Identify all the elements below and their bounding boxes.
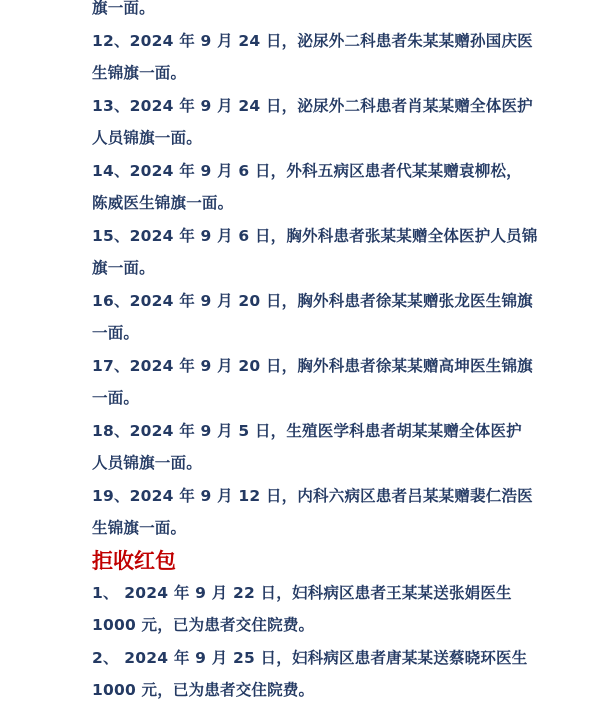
text-line: 15、2024 年 9 月 6 日，胸外科患者张某某赠全体医护人员锦 [92, 226, 538, 245]
text-line: 16、2024 年 9 月 20 日，胸外科患者徐某某赠张龙医生锦旗 [92, 291, 533, 310]
text-line: 人员锦旗一面。 [92, 454, 202, 472]
text-line: 陈威医生锦旗一面。 [92, 194, 234, 212]
text-line: 人员锦旗一面。 [92, 129, 202, 147]
text-line: 旗一面。 [92, 0, 155, 17]
text-line: 生锦旗一面。 [92, 64, 187, 82]
text-line: 一面。 [92, 324, 140, 342]
text-line: 18、2024 年 9 月 5 日，生殖医学科患者胡某某赠全体医护 [92, 421, 522, 440]
text-line: 2、 2024 年 9 月 25 日，妇科病区患者唐某某送蔡晓环医生 [92, 648, 528, 667]
text-line: 14、2024 年 9 月 6 日，外科五病区患者代某某赠袁柳松， [92, 161, 522, 180]
document-page [92, 0, 538, 707]
text-line: 1000 元，已为患者交住院费。 [92, 681, 315, 699]
text-line: 19、2024 年 9 月 12 日，内科六病区患者吕某某赠裴仁浩医 [92, 486, 533, 505]
text-line: 1000 元，已为患者交住院费。 [92, 616, 315, 634]
text-line: 一面。 [92, 389, 140, 407]
text-line: 生锦旗一面。 [92, 519, 187, 537]
section-heading: 拒收红包 [92, 548, 176, 573]
text-line: 1、 2024 年 9 月 22 日，妇科病区患者王某某送张娟医生 [92, 583, 512, 602]
text-line: 17、2024 年 9 月 20 日，胸外科患者徐某某赠高坤医生锦旗 [92, 356, 533, 375]
text-line: 13、2024 年 9 月 24 日，泌尿外二科患者肖某某赠全体医护 [92, 96, 533, 115]
text-line: 旗一面。 [92, 259, 155, 277]
text-line: 12、2024 年 9 月 24 日，泌尿外二科患者朱某某赠孙国庆医 [92, 31, 533, 50]
